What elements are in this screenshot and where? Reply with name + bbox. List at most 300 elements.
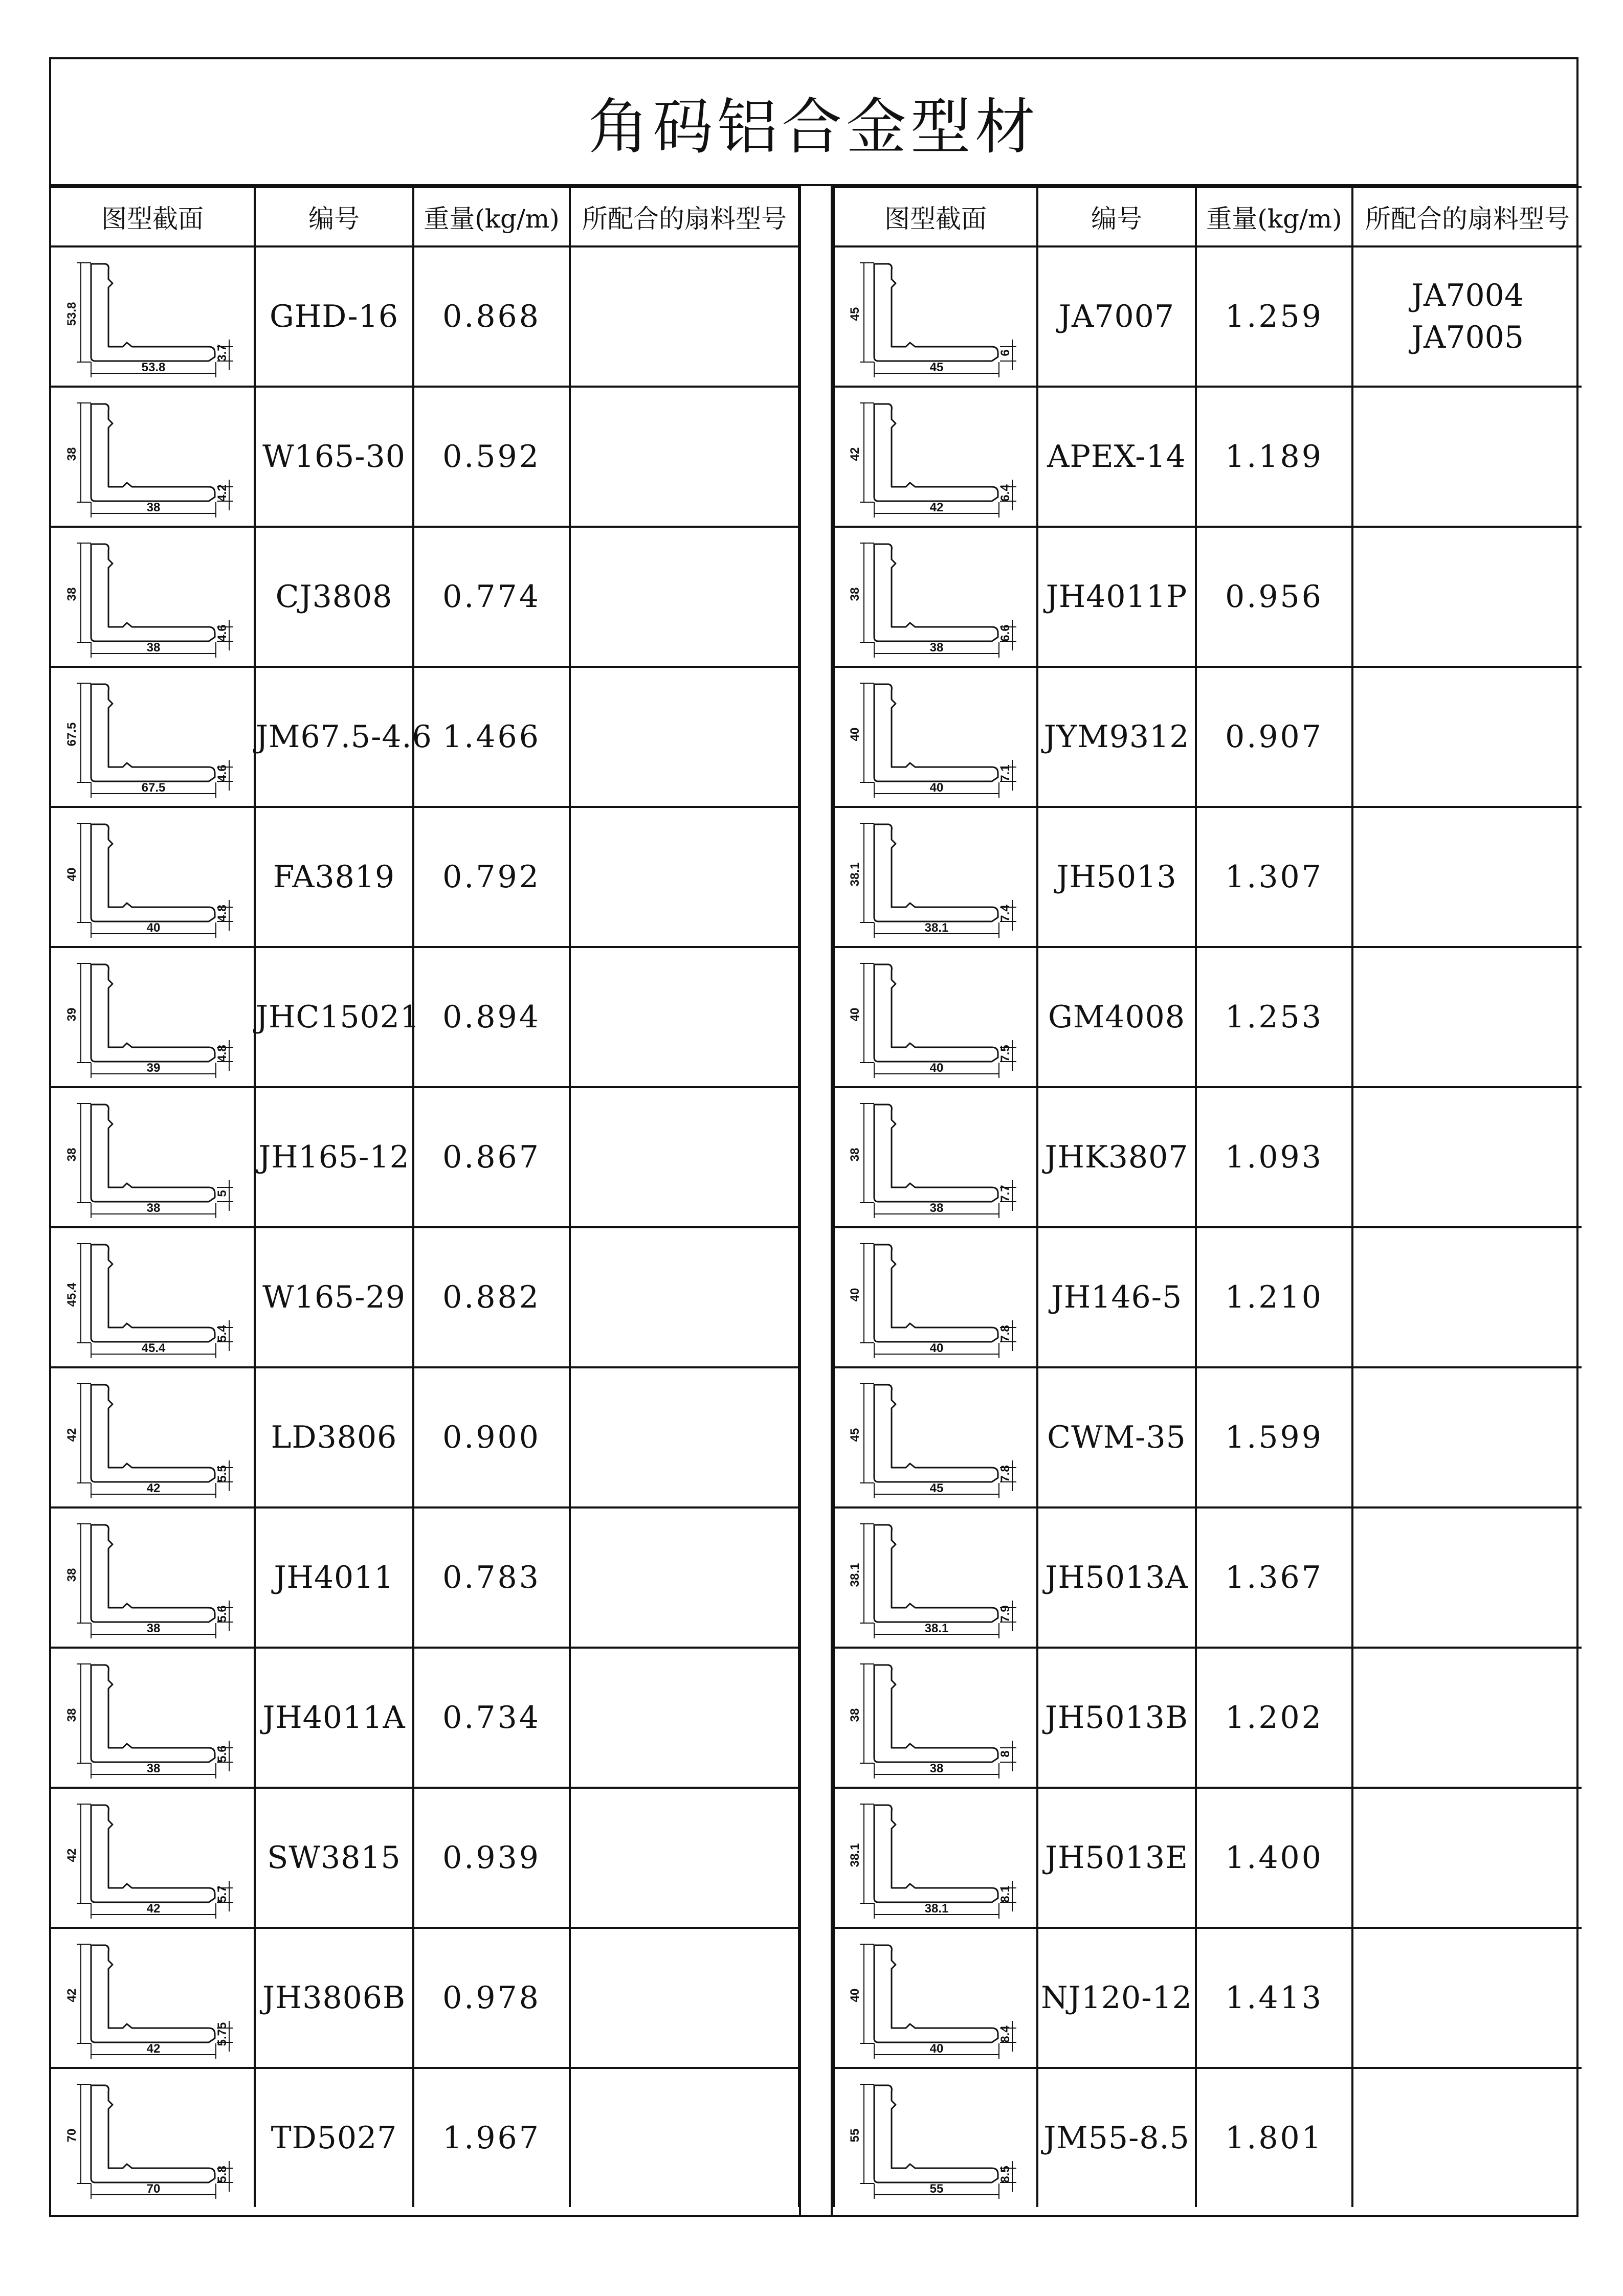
dimension-vertical [77, 1524, 91, 1623]
weight-cell: 1.202 [1196, 1648, 1352, 1788]
table-row [834, 667, 1582, 807]
dimension-vertical [77, 543, 91, 642]
dimension-height-label: 42 [65, 1848, 79, 1862]
dimension-width-label: 40 [929, 781, 944, 795]
section-cell [51, 947, 255, 1087]
profile-drawing [838, 1374, 1033, 1501]
code-cell: JH3806B [255, 1928, 413, 2068]
table-row [51, 527, 799, 667]
section-cell [51, 1648, 255, 1788]
profile-drawing [55, 953, 250, 1081]
dimension-thickness-label: 5.4 [215, 1325, 229, 1342]
dimension-vertical [860, 543, 874, 642]
dimension-width-label: 38 [146, 501, 161, 514]
code-cell: CJ3808 [255, 527, 413, 667]
profile-drawing [55, 1093, 250, 1221]
dimension-thickness-label: 4.2 [215, 484, 229, 502]
dimension-vertical [77, 683, 91, 782]
code-cell: JH146-5 [1037, 1227, 1196, 1367]
section-cell [51, 246, 255, 387]
dimension-height-label: 38 [65, 587, 79, 601]
table-row [834, 1788, 1582, 1928]
header-section: 图型截面 [51, 187, 255, 246]
header-row [51, 187, 799, 246]
dimension-thickness-label: 7.8 [998, 1465, 1012, 1482]
dimension-height-label: 42 [65, 1988, 79, 2002]
dimension-thickness-label: 8.4 [998, 2025, 1012, 2043]
weight-cell: 1.967 [413, 2068, 570, 2207]
profile-drawing [838, 1794, 1033, 1922]
code-cell: FA3819 [255, 807, 413, 947]
header-weight: 重量(kg/m) [413, 187, 570, 246]
dimension-vertical [77, 1804, 91, 1903]
code-cell: JH5013E [1037, 1788, 1196, 1928]
header-match: 所配合的扇料型号 [1352, 187, 1582, 246]
dimension-thickness-label: 7.7 [998, 1185, 1012, 1202]
table-row [834, 387, 1582, 527]
dimension-width-label: 38.1 [924, 1622, 949, 1635]
weight-cell: 0.939 [413, 1788, 570, 1928]
match-cell [1352, 246, 1582, 387]
profile-outline [91, 1385, 215, 1482]
table-row [51, 2068, 799, 2207]
dimension-width-label: 40 [929, 2042, 944, 2056]
code-cell: SW3815 [255, 1788, 413, 1928]
match-cell [570, 2068, 799, 2207]
match-cell [1352, 807, 1582, 947]
dimension-vertical [77, 2084, 91, 2184]
dimension-width-label: 38 [146, 1622, 161, 1635]
section-cell [51, 1087, 255, 1227]
match-cell [1352, 1928, 1582, 2068]
dimension-width-label: 39 [146, 1061, 161, 1075]
dimension-vertical [77, 1244, 91, 1343]
dimension-thickness-label: 6.4 [998, 484, 1012, 502]
dimension-height-label: 40 [848, 1007, 862, 1022]
profile-drawing [838, 1233, 1033, 1361]
dimension-width-label: 42 [929, 501, 944, 514]
section-cell [51, 527, 255, 667]
profile-outline [874, 684, 998, 781]
table-row [834, 1507, 1582, 1648]
section-cell [834, 246, 1037, 387]
dimension-height-label: 40 [848, 1988, 862, 2002]
dimension-thickness-label: 4.6 [215, 624, 229, 642]
match-cell [570, 807, 799, 947]
dimension-width-label: 53.8 [141, 361, 166, 374]
dimension-height-label: 38 [848, 1708, 862, 1722]
code-cell: LD3806 [255, 1367, 413, 1507]
dimension-vertical [860, 403, 874, 502]
code-cell: JM67.5-4.6 [255, 667, 413, 807]
dimension-vertical [77, 263, 91, 362]
profile-outline [874, 964, 998, 1062]
dimension-width-label: 42 [146, 1902, 161, 1916]
code-cell: JM55-8.5 [1037, 2068, 1196, 2207]
profile-outline [874, 824, 998, 921]
profile-drawing [838, 813, 1033, 941]
code-cell: JH4011P [1037, 527, 1196, 667]
weight-cell: 1.253 [1196, 947, 1352, 1087]
profile-drawing [55, 673, 250, 801]
dimension-width-label: 45.4 [141, 1341, 166, 1355]
weight-cell: 0.978 [413, 1928, 570, 2068]
weight-cell: 1.599 [1196, 1367, 1352, 1507]
section-cell [51, 1507, 255, 1648]
match-cell [1352, 1087, 1582, 1227]
match-cell [570, 667, 799, 807]
dimension-height-label: 45.4 [65, 1282, 79, 1307]
table-row [834, 1087, 1582, 1227]
dimension-vertical [860, 1664, 874, 1763]
table-row [834, 947, 1582, 1087]
weight-cell: 0.868 [413, 246, 570, 387]
dimension-height-label: 45 [848, 1428, 862, 1442]
section-cell [834, 667, 1037, 807]
table-row [51, 1367, 799, 1507]
section-cell [51, 807, 255, 947]
weight-cell: 1.801 [1196, 2068, 1352, 2207]
code-cell: JH165-12 [255, 1087, 413, 1227]
section-cell [834, 387, 1037, 527]
table-row [51, 947, 799, 1087]
match-cell [570, 1087, 799, 1227]
dimension-height-label: 38.1 [848, 1563, 862, 1587]
table-row [834, 1648, 1582, 1788]
match-cell [1352, 387, 1582, 527]
dimension-height-label: 42 [848, 447, 862, 461]
dimension-thickness-label: 5.7 [215, 1885, 229, 1903]
dimension-thickness-label: 4.6 [215, 764, 229, 782]
profile-drawing [55, 533, 250, 661]
profile-drawing [838, 2074, 1033, 2202]
dimension-width-label: 42 [146, 1481, 161, 1495]
table-row [51, 1087, 799, 1227]
match-model: JA7004 [1411, 278, 1524, 313]
dimension-vertical [77, 1104, 91, 1203]
section-cell [51, 387, 255, 527]
match-cell [1352, 1507, 1582, 1648]
profile-drawing [838, 1093, 1033, 1221]
profile-drawing [55, 1514, 250, 1641]
dimension-thickness-label: 5.75 [215, 2022, 229, 2046]
profile-outline [91, 1805, 215, 1902]
code-cell: JH5013 [1037, 807, 1196, 947]
table-row [51, 1788, 799, 1928]
dimension-height-label: 38 [65, 447, 79, 461]
profile-outline [874, 1805, 998, 1902]
page-title: 角码铝合金型材 [51, 59, 1576, 186]
match-cell [1352, 527, 1582, 667]
profile-outline [874, 544, 998, 641]
match-cell [570, 1928, 799, 2068]
dimension-vertical [77, 1384, 91, 1483]
dimension-vertical [860, 683, 874, 782]
dimension-thickness-label: 7.9 [998, 1605, 1012, 1623]
section-cell [834, 1928, 1037, 2068]
profile-outline [91, 544, 215, 641]
profile-drawing [838, 253, 1033, 380]
weight-cell: 1.210 [1196, 1227, 1352, 1367]
dimension-thickness-label: 8 [998, 1750, 1012, 1758]
dimension-height-label: 42 [65, 1428, 79, 1442]
profile-outline [874, 264, 998, 361]
code-cell: JYM9312 [1037, 667, 1196, 807]
dimension-vertical [860, 963, 874, 1063]
match-cell [570, 1367, 799, 1507]
section-cell [834, 1087, 1037, 1227]
dimension-height-label: 45 [848, 307, 862, 321]
profile-outline [874, 1385, 998, 1482]
dimension-height-label: 38 [848, 1147, 862, 1162]
section-cell [51, 1788, 255, 1928]
profile-outline [874, 1665, 998, 1762]
dimension-thickness-label: 5.8 [215, 2166, 229, 2183]
column-divider [799, 186, 833, 2217]
dimension-height-label: 38.1 [848, 862, 862, 887]
code-cell: JH4011A [255, 1648, 413, 1788]
dimension-width-label: 38 [146, 1201, 161, 1215]
code-cell: W165-30 [255, 387, 413, 527]
dimension-vertical [77, 963, 91, 1063]
dimension-thickness-label: 7.1 [998, 764, 1012, 782]
dimension-thickness-label: 6.6 [998, 624, 1012, 642]
code-cell: NJ120-12 [1037, 1928, 1196, 2068]
match-cell [1352, 1648, 1582, 1788]
weight-cell: 0.882 [413, 1227, 570, 1367]
dimension-height-label: 53.8 [65, 302, 79, 326]
match-cell [570, 947, 799, 1087]
match-cell [570, 527, 799, 667]
weight-cell: 0.894 [413, 947, 570, 1087]
weight-cell: 1.400 [1196, 1788, 1352, 1928]
dimension-vertical [77, 823, 91, 922]
dimension-height-label: 40 [848, 1288, 862, 1302]
dimension-vertical [860, 1944, 874, 2043]
dimension-width-label: 38 [929, 641, 944, 655]
dimension-thickness-label: 3.7 [215, 344, 229, 362]
dimension-width-label: 38 [929, 1201, 944, 1215]
match-cell [1352, 667, 1582, 807]
dimension-width-label: 55 [929, 2182, 944, 2196]
weight-cell: 1.189 [1196, 387, 1352, 527]
dimension-height-label: 38 [65, 1147, 79, 1162]
dimension-vertical [860, 1804, 874, 1903]
dimension-vertical [860, 1384, 874, 1483]
table-row [51, 246, 799, 387]
profile-outline [91, 1105, 215, 1202]
catalog-sheet [49, 57, 1578, 2217]
dimension-width-label: 40 [146, 921, 161, 935]
profile-drawing [55, 2074, 250, 2202]
table-row [51, 1507, 799, 1648]
dimension-thickness-label: 5.5 [215, 1465, 229, 1482]
weight-cell: 1.413 [1196, 1928, 1352, 2068]
table-row [51, 1227, 799, 1367]
profile-drawing [838, 393, 1033, 521]
dimension-vertical [77, 1664, 91, 1763]
table-row [51, 387, 799, 527]
dimension-width-label: 67.5 [141, 781, 166, 795]
dimension-width-label: 40 [929, 1061, 944, 1075]
section-cell [51, 2068, 255, 2207]
profile-outline [874, 2085, 998, 2182]
profile-table-left [51, 186, 800, 2207]
match-cell [1352, 1367, 1582, 1507]
match-cell [570, 1648, 799, 1788]
profile-outline [91, 404, 215, 501]
dimension-vertical [77, 1944, 91, 2043]
weight-cell: 0.907 [1196, 667, 1352, 807]
profile-outline [91, 264, 215, 361]
table-row [834, 1928, 1582, 2068]
dimension-height-label: 38.1 [848, 1843, 862, 1867]
profile-drawing [838, 953, 1033, 1081]
dimension-height-label: 40 [848, 727, 862, 741]
dimension-thickness-label: 4.8 [215, 1045, 229, 1062]
weight-cell: 1.466 [413, 667, 570, 807]
code-cell: JH4011 [255, 1507, 413, 1648]
profile-table-right [833, 186, 1582, 2207]
weight-cell: 0.900 [413, 1367, 570, 1507]
code-cell: W165-29 [255, 1227, 413, 1367]
profile-drawing [838, 1654, 1033, 1782]
profile-outline [874, 1105, 998, 1202]
code-cell: GM4008 [1037, 947, 1196, 1087]
dimension-vertical [860, 263, 874, 362]
dimension-thickness-label: 5.6 [215, 1605, 229, 1623]
table-row [51, 667, 799, 807]
dimension-thickness-label: 7.4 [998, 905, 1012, 922]
profile-drawing [55, 253, 250, 380]
dimension-width-label: 38 [146, 641, 161, 655]
section-cell [834, 2068, 1037, 2207]
weight-cell: 0.774 [413, 527, 570, 667]
profile-drawing [55, 1934, 250, 2062]
match-cell [1352, 2068, 1582, 2207]
profile-outline [91, 684, 215, 781]
dimension-width-label: 70 [146, 2182, 161, 2196]
profile-outline [91, 1525, 215, 1622]
profile-outline [91, 824, 215, 921]
header-section: 图型截面 [834, 187, 1037, 246]
profile-drawing [838, 673, 1033, 801]
dimension-width-label: 42 [146, 2042, 161, 2056]
table-row [834, 246, 1582, 387]
profile-outline [91, 964, 215, 1062]
code-cell: JH5013A [1037, 1507, 1196, 1648]
profile-drawing [55, 393, 250, 521]
code-cell: APEX-14 [1037, 387, 1196, 527]
profile-drawing [838, 533, 1033, 661]
dimension-vertical [860, 1524, 874, 1623]
weight-cell: 0.783 [413, 1507, 570, 1648]
dimension-height-label: 55 [848, 2128, 862, 2143]
dimension-width-label: 45 [929, 361, 944, 374]
profile-outline [874, 1525, 998, 1622]
match-cell [570, 246, 799, 387]
table-row [51, 807, 799, 947]
profile-drawing [55, 1794, 250, 1922]
dimension-vertical [860, 1244, 874, 1343]
dimension-height-label: 38 [65, 1708, 79, 1722]
match-cell [1352, 1227, 1582, 1367]
dimension-thickness-label: 7.5 [998, 1045, 1012, 1062]
dimension-height-label: 67.5 [65, 722, 79, 747]
dimension-height-label: 40 [65, 867, 79, 882]
weight-cell: 0.956 [1196, 527, 1352, 667]
match-cell [570, 1227, 799, 1367]
dimension-height-label: 70 [65, 2128, 79, 2143]
dimension-height-label: 39 [65, 1007, 79, 1022]
profile-outline [91, 1665, 215, 1762]
weight-cell: 1.307 [1196, 807, 1352, 947]
dimension-vertical [860, 2084, 874, 2184]
section-cell [834, 947, 1037, 1087]
table-row [51, 1928, 799, 2068]
dimension-thickness-label: 5.6 [215, 1745, 229, 1763]
dimension-width-label: 40 [929, 1341, 944, 1355]
section-cell [834, 527, 1037, 667]
code-cell: JH5013B [1037, 1648, 1196, 1788]
header-row [834, 187, 1582, 246]
dimension-thickness-label: 5 [215, 1190, 229, 1197]
profile-outline [874, 1945, 998, 2042]
code-cell: CWM-35 [1037, 1367, 1196, 1507]
dimension-thickness-label: 8.5 [998, 2166, 1012, 2183]
section-cell [51, 1367, 255, 1507]
weight-cell: 1.367 [1196, 1507, 1352, 1648]
profile-outline [874, 1245, 998, 1342]
table-row [834, 1227, 1582, 1367]
weight-cell: 0.734 [413, 1648, 570, 1788]
profile-outline [91, 1245, 215, 1342]
section-cell [51, 667, 255, 807]
dimension-width-label: 38 [146, 1762, 161, 1775]
header-code: 编号 [1037, 187, 1196, 246]
section-cell [834, 1227, 1037, 1367]
header-match: 所配合的扇料型号 [570, 187, 799, 246]
dimension-width-label: 38.1 [924, 921, 949, 935]
table-row [51, 1648, 799, 1788]
match-cell [1352, 1788, 1582, 1928]
match-cell [570, 387, 799, 527]
dimension-width-label: 38.1 [924, 1902, 949, 1916]
weight-cell: 0.867 [413, 1087, 570, 1227]
profile-drawing [838, 1934, 1033, 2062]
profile-outline [874, 404, 998, 501]
profile-outline [91, 1945, 215, 2042]
table-row [834, 1367, 1582, 1507]
dimension-width-label: 38 [929, 1762, 944, 1775]
dimension-vertical [860, 1104, 874, 1203]
weight-cell: 0.792 [413, 807, 570, 947]
table-row [834, 2068, 1582, 2207]
dimension-thickness-label: 8.1 [998, 1885, 1012, 1903]
table-row [834, 807, 1582, 947]
dimension-vertical [860, 823, 874, 922]
match-cell [570, 1507, 799, 1648]
match-model: JA7005 [1411, 320, 1524, 355]
profile-drawing [838, 1514, 1033, 1641]
dimension-thickness-label: 6 [998, 349, 1012, 356]
section-cell [51, 1928, 255, 2068]
header-code: 编号 [255, 187, 413, 246]
code-cell: GHD-16 [255, 246, 413, 387]
section-cell [834, 1648, 1037, 1788]
weight-cell: 1.259 [1196, 246, 1352, 387]
table-row [834, 527, 1582, 667]
